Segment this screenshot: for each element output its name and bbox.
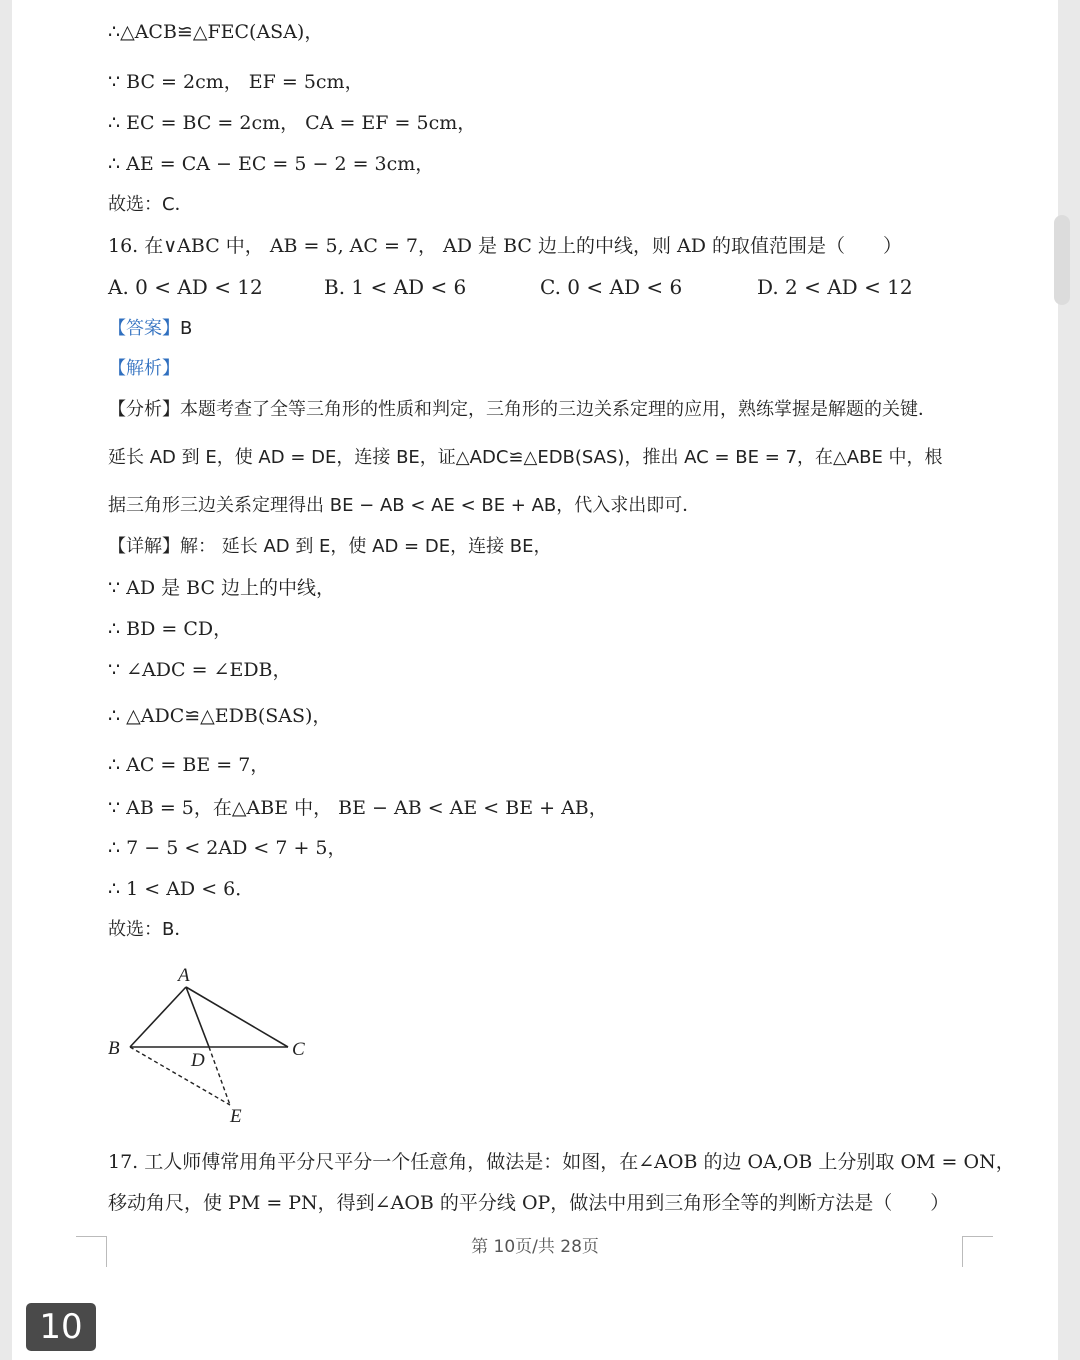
- analysis-line: 延长 AD 到 E，使 AD = DE，连接 BE，证△ADC≌△EDB(SAS)，推出 AC = BE = 7，在△ABE 中，根: [108, 447, 943, 468]
- text-line: ∵ BC = 2cm， EF = 5cm，: [108, 71, 364, 93]
- analysis-line: 【分析】本题考查了全等三角形的性质和判定，三角形的三边关系定理的应用，熟练掌握是解题的关键．: [108, 399, 936, 420]
- solution-line: ∵ ∠ADC = ∠EDB，: [108, 659, 292, 681]
- label-e: E: [230, 1106, 242, 1127]
- label-d: D: [191, 1050, 205, 1071]
- option-c: C. 0 < AD < 6: [540, 275, 683, 299]
- page-footer: 第 10页/共 28页: [471, 1237, 599, 1257]
- label-b: B: [108, 1038, 120, 1059]
- question-17: 17. 工人师傅常用角平分尺平分一个任意角，做法是：如图，在∠AOB 的边 OA,OB 上分别取 OM = ON，: [108, 1151, 1015, 1173]
- text-line: 故选：C．: [108, 194, 193, 215]
- segment-de: [209, 1047, 230, 1105]
- text-line: ∴△ACB≌△FEC(ASA)，: [108, 21, 324, 43]
- text-line: ∴ EC = BC = 2cm， CA = EF = 5cm，: [108, 112, 477, 134]
- solution-line: ∵ AB = 5，在△ABE 中， BE − AB < AE < BE + AB，: [108, 797, 608, 819]
- option-a: A. 0 < AD < 12: [108, 275, 263, 299]
- solution-line: ∵ AD 是 BC 边上的中线，: [108, 577, 336, 599]
- label-c: C: [292, 1039, 305, 1060]
- solution-line: ∴ 7 − 5 < 2AD < 7 + 5，: [108, 837, 347, 859]
- solution-line: ∴ BD = CD，: [108, 618, 233, 640]
- option-d: D. 2 < AD < 12: [757, 275, 913, 299]
- answer-tag: 【答案】: [108, 318, 180, 339]
- analysis-line: 据三角形三边关系定理得出 BE − AB < AE < BE + AB，代入求出即可．: [108, 495, 701, 516]
- solution-line: ∴ △ADC≌△EDB(SAS)，: [108, 705, 332, 727]
- scrollbar[interactable]: [1054, 215, 1070, 305]
- answer-row: [108, 316, 192, 341]
- solution-line: 故选：B．: [108, 919, 193, 940]
- question-17-cont: 移动角尺，使 PM = PN，得到∠AOB 的平分线 OP，做法中用到三角形全等的判断方法是（ ）: [108, 1192, 950, 1214]
- segment-ac: [186, 987, 288, 1047]
- text-line: ∴ AE = CA − EC = 5 − 2 = 3cm，: [108, 153, 435, 175]
- option-b: B. 1 < AD < 6: [324, 275, 467, 299]
- analysis-tag: 【解析】: [108, 358, 180, 379]
- answer-value: B: [180, 318, 193, 339]
- triangle-figure: [100, 960, 340, 1130]
- question-16: 16. 在∨ABC 中， AB = 5, AC = 7， AD 是 BC 边上的中线，则 AD 的取值范围是（ ）: [108, 235, 903, 257]
- segment-ad: [186, 987, 209, 1047]
- solution-line: ∴ 1 < AD < 6．: [108, 878, 255, 900]
- segment-ab: [130, 987, 186, 1047]
- solution-line: 【详解】解： 延长 AD 到 E，使 AD = DE，连接 BE，: [108, 536, 552, 557]
- label-a: A: [178, 965, 190, 986]
- page-number-badge[interactable]: 10: [26, 1303, 96, 1351]
- segment-be: [130, 1047, 230, 1105]
- solution-line: ∴ AC = BE = 7，: [108, 754, 270, 776]
